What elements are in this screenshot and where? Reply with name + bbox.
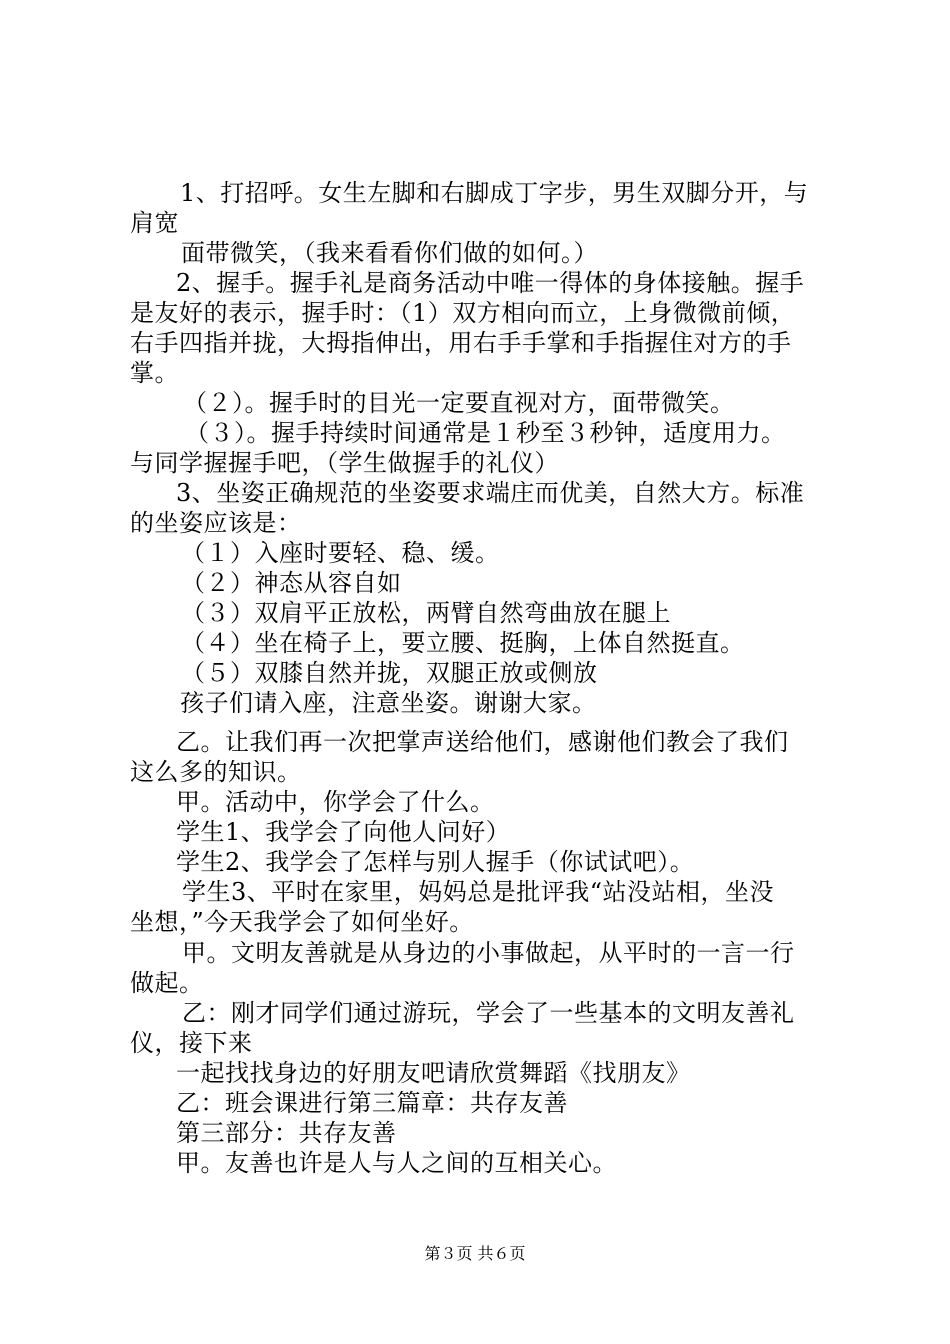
page-footer: 第３页 共６页 <box>424 1244 526 1263</box>
text-line: （５）双膝自然并拢，双腿正放或侧放 <box>181 659 598 687</box>
text-line: 2、握手。握手礼是商务活动中唯一得体的身体接触。握手 <box>176 269 805 297</box>
text-line: 是友好的表示，握手时：（1）双方相向而立，上身微微前倾， <box>130 299 796 327</box>
text-line: 学生3、平时在家里，妈妈总是批评我“站没站相，坐没 <box>182 878 775 906</box>
text-line: 掌。 <box>130 359 179 387</box>
text-line: 坐想，”今天我学会了如何坐好。 <box>130 908 474 936</box>
text-line: 3、坐姿正确规范的坐姿要求端庄而优美，自然大方。标准 <box>176 479 805 507</box>
text-line: 第三部分：共存友善 <box>176 1119 397 1147</box>
text-line: 做起。 <box>130 969 204 997</box>
text-line: 乙：班会课进行第三篇章：共存友善 <box>176 1089 568 1117</box>
text-line: 一起找找身边的好朋友吧请欣赏舞蹈《找朋友》 <box>176 1059 691 1087</box>
text-line: 学生2、我学会了怎样与别人握手（你试试吧）。 <box>176 848 695 876</box>
text-line: （２）神态从容自如 <box>181 569 402 597</box>
text-line: 与同学握握手吧，（学生做握手的礼仪） <box>130 449 559 477</box>
text-line: 乙。让我们再一次把掌声送给他们，感谢他们教会了我们 <box>176 728 789 756</box>
text-line: （３）。握手持续时间通常是１秒至３秒钟，适度用力。 <box>185 419 786 447</box>
text-line: （１）入座时要轻、稳、缓。 <box>181 539 500 567</box>
text-line: 肩宽 <box>130 209 179 237</box>
text-line: 学生1、我学会了向他人问好） <box>176 818 511 846</box>
text-line: 1、打招呼。女生左脚和右脚成丁字步，男生双脚分开，与 <box>180 179 809 207</box>
text-line: 右手四指并拢，大拇指伸出，用右手手掌和手指握住对方的手 <box>130 329 792 357</box>
text-line: （２）。握手时的目光一定要直视对方，面带微笑。 <box>183 389 735 417</box>
text-line: 甲。活动中，你学会了什么。 <box>176 788 495 816</box>
text-line: （３）双肩平正放松，两臂自然弯曲放在腿上 <box>181 599 671 627</box>
text-line: 甲。文明友善就是从身边的小事做起，从平时的一言一行 <box>182 939 795 967</box>
text-line: 仪，接下来 <box>130 1029 253 1057</box>
text-line: （４）坐在椅子上，要立腰、挺胸，上体自然挺直。 <box>181 629 745 657</box>
text-line: 孩子们请入座，注意坐姿。谢谢大家。 <box>180 689 597 717</box>
text-line: 甲。友善也许是人与人之间的互相关心。 <box>176 1149 617 1177</box>
text-line: 面带微笑，（我来看看你们做的如何。） <box>181 239 598 267</box>
text-line: 这么多的知识。 <box>130 758 302 786</box>
text-line: 乙：刚才同学们通过游玩，学会了一些基本的文明友善礼 <box>182 999 795 1027</box>
text-line: 的坐姿应该是： <box>130 509 302 537</box>
